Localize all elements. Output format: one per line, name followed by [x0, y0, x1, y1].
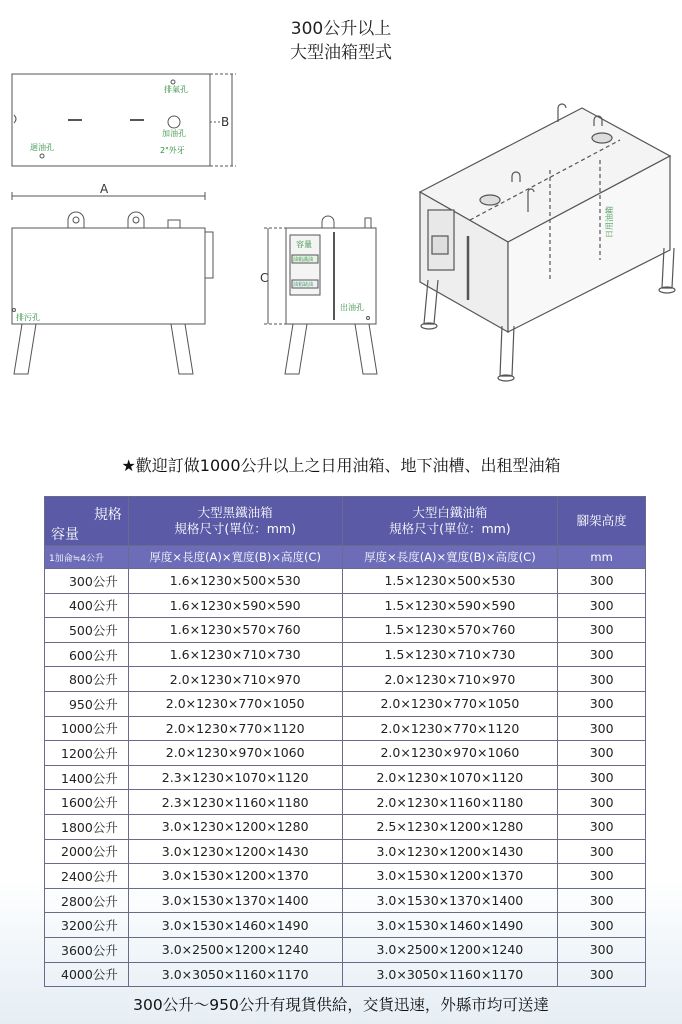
black-spec-cell: 2.0×1230×710×970	[128, 667, 342, 692]
capacity-cell: 500公升	[45, 618, 129, 643]
leg-height-cell: 300	[558, 888, 646, 913]
table-row	[45, 888, 646, 913]
table-row	[45, 962, 646, 987]
table-row	[45, 691, 646, 716]
capacity-cell: 1600公升	[45, 790, 129, 815]
capacity-cell: 1400公升	[45, 765, 129, 790]
black-spec-cell: 3.0×1230×1200×1430	[128, 839, 342, 864]
corner-capacity-label: 容量	[51, 527, 79, 543]
leg-height-cell: 300	[558, 618, 646, 643]
col-black-unit: 規格尺寸(單位：mm)	[174, 521, 296, 536]
col-leg-header: 腳架高度	[558, 497, 646, 546]
leg-height-cell: 300	[558, 839, 646, 864]
dim-c-label: C	[260, 271, 269, 285]
front-view-drawing	[12, 192, 213, 374]
corner-note: 1加侖≒4公升	[45, 546, 129, 569]
black-spec-cell: 3.0×1530×1460×1490	[128, 913, 342, 938]
col-white-header	[342, 497, 558, 546]
outlet-label: 出油孔	[340, 303, 364, 312]
table-body	[45, 569, 646, 987]
table-row	[45, 741, 646, 766]
capacity-cell: 2800公升	[45, 888, 129, 913]
vent-label: 排氣孔	[164, 85, 188, 94]
white-spec-cell: 3.0×1530×1200×1370	[342, 864, 558, 889]
side-text-label: 日用油箱	[605, 206, 614, 238]
white-spec-cell: 2.0×1230×970×1060	[342, 741, 558, 766]
leg-height-cell: 300	[558, 691, 646, 716]
custom-order-notice	[0, 453, 682, 476]
white-spec-cell: 3.0×1230×1200×1430	[342, 839, 558, 864]
table-row	[45, 864, 646, 889]
dim-b-label: B	[221, 115, 230, 129]
black-spec-cell: 3.0×1530×1200×1370	[128, 864, 342, 889]
sub-leg: mm	[558, 546, 646, 569]
table-row	[45, 790, 646, 815]
leg-height-cell: 300	[558, 765, 646, 790]
table-row	[45, 937, 646, 962]
isometric-view-drawing	[420, 104, 675, 381]
table-row	[45, 569, 646, 594]
white-spec-cell: 1.5×1230×570×760	[342, 618, 558, 643]
capacity-cell: 2000公升	[45, 839, 129, 864]
side-view-drawing	[264, 216, 377, 374]
white-spec-cell: 2.0×1230×1160×1180	[342, 790, 558, 815]
white-spec-cell: 3.0×2500×1200×1240	[342, 937, 558, 962]
table-corner-cell	[45, 497, 129, 546]
col-black-header	[128, 497, 342, 546]
top-view-drawing	[12, 74, 236, 166]
capacity-cell: 600公升	[45, 642, 129, 667]
capacity-cell: 1200公升	[45, 741, 129, 766]
corner-spec-label: 規格	[93, 507, 122, 523]
dim-a-label: A	[100, 182, 109, 196]
tank-drawings	[0, 60, 682, 390]
thread-label: 2"外牙	[160, 146, 185, 155]
white-spec-cell: 1.5×1230×710×730	[342, 642, 558, 667]
black-spec-cell: 1.6×1230×570×760	[128, 618, 342, 643]
white-spec-cell: 1.5×1230×500×530	[342, 569, 558, 594]
notice-text: 歡迎訂做1000公升以上之日用油箱、地下油槽、出租型油箱	[135, 456, 561, 475]
star-icon: ★	[121, 456, 136, 475]
black-spec-cell: 2.0×1230×970×1060	[128, 741, 342, 766]
black-spec-cell: 1.6×1230×710×730	[128, 642, 342, 667]
table-row	[45, 814, 646, 839]
leg-height-cell: 300	[558, 716, 646, 741]
capacity-cell: 1800公升	[45, 814, 129, 839]
table-row	[45, 642, 646, 667]
white-spec-cell: 3.0×3050×1160×1170	[342, 962, 558, 987]
leg-height-cell: 300	[558, 814, 646, 839]
col-white-unit: 規格尺寸(單位：mm)	[389, 521, 511, 536]
white-spec-cell: 3.0×1530×1370×1400	[342, 888, 558, 913]
table-row	[45, 593, 646, 618]
white-spec-cell: 1.5×1230×590×590	[342, 593, 558, 618]
table-header-row	[45, 497, 646, 546]
sub-black: 厚度×長度(A)×寬度(B)×高度(C)	[128, 546, 342, 569]
capacity-cell: 800公升	[45, 667, 129, 692]
black-spec-cell: 3.0×1530×1370×1400	[128, 888, 342, 913]
table-row	[45, 839, 646, 864]
black-spec-cell: 1.6×1230×590×590	[128, 593, 342, 618]
capacity-cell: 1000公升	[45, 716, 129, 741]
black-spec-cell: 2.3×1230×1160×1180	[128, 790, 342, 815]
capacity-cell: 3600公升	[45, 937, 129, 962]
fill-label: 加油孔	[162, 129, 186, 138]
black-spec-cell: 2.0×1230×770×1050	[128, 691, 342, 716]
leg-height-cell: 300	[558, 667, 646, 692]
sub-white: 厚度×長度(A)×寬度(B)×高度(C)	[342, 546, 558, 569]
white-spec-cell: 2.0×1230×1070×1120	[342, 765, 558, 790]
capacity-label: 容量	[296, 240, 312, 249]
black-spec-cell: 3.0×2500×1200×1240	[128, 937, 342, 962]
black-spec-cell: 3.0×3050×1160×1170	[128, 962, 342, 987]
capacity-cell: 3200公升	[45, 913, 129, 938]
leg-height-cell: 300	[558, 962, 646, 987]
table-row	[45, 667, 646, 692]
col-black-title: 大型黑鐵油箱	[197, 505, 273, 520]
black-spec-cell: 2.3×1230×1070×1120	[128, 765, 342, 790]
table-subheader-row	[45, 546, 646, 569]
black-spec-cell: 1.6×1230×500×530	[128, 569, 342, 594]
table-row	[45, 765, 646, 790]
page-title-line2: 大型油箱型式	[290, 43, 392, 63]
white-spec-cell: 3.0×1530×1460×1490	[342, 913, 558, 938]
drain-label: 排污孔	[16, 313, 40, 322]
leg-height-cell: 300	[558, 569, 646, 594]
black-spec-cell: 3.0×1230×1200×1280	[128, 814, 342, 839]
table-row	[45, 913, 646, 938]
gauge-bottom-label: 油箱缺油	[293, 282, 314, 288]
gauge-top-label: 油箱滿油	[293, 257, 314, 263]
capacity-cell: 300公升	[45, 569, 129, 594]
return-label: 迴油孔	[30, 143, 54, 152]
white-spec-cell: 2.5×1230×1200×1280	[342, 814, 558, 839]
capacity-cell: 2400公升	[45, 864, 129, 889]
leg-height-cell: 300	[558, 864, 646, 889]
footer-note: 300公升～950公升有現貨供給，交貨迅速，外縣市均可送達	[133, 996, 549, 1014]
leg-height-cell: 300	[558, 913, 646, 938]
leg-height-cell: 300	[558, 937, 646, 962]
leg-height-cell: 300	[558, 741, 646, 766]
black-spec-cell: 2.0×1230×770×1120	[128, 716, 342, 741]
capacity-cell: 4000公升	[45, 962, 129, 987]
page-title-line1: 300公升以上	[290, 19, 392, 39]
white-spec-cell: 2.0×1230×710×970	[342, 667, 558, 692]
white-spec-cell: 2.0×1230×770×1120	[342, 716, 558, 741]
leg-height-cell: 300	[558, 790, 646, 815]
leg-height-cell: 300	[558, 593, 646, 618]
white-spec-cell: 2.0×1230×770×1050	[342, 691, 558, 716]
capacity-cell: 950公升	[45, 691, 129, 716]
leg-height-cell: 300	[558, 642, 646, 667]
table-row	[45, 716, 646, 741]
table-row	[45, 618, 646, 643]
col-white-title: 大型白鐵油箱	[412, 505, 488, 520]
spec-table	[44, 496, 646, 987]
capacity-cell: 400公升	[45, 593, 129, 618]
